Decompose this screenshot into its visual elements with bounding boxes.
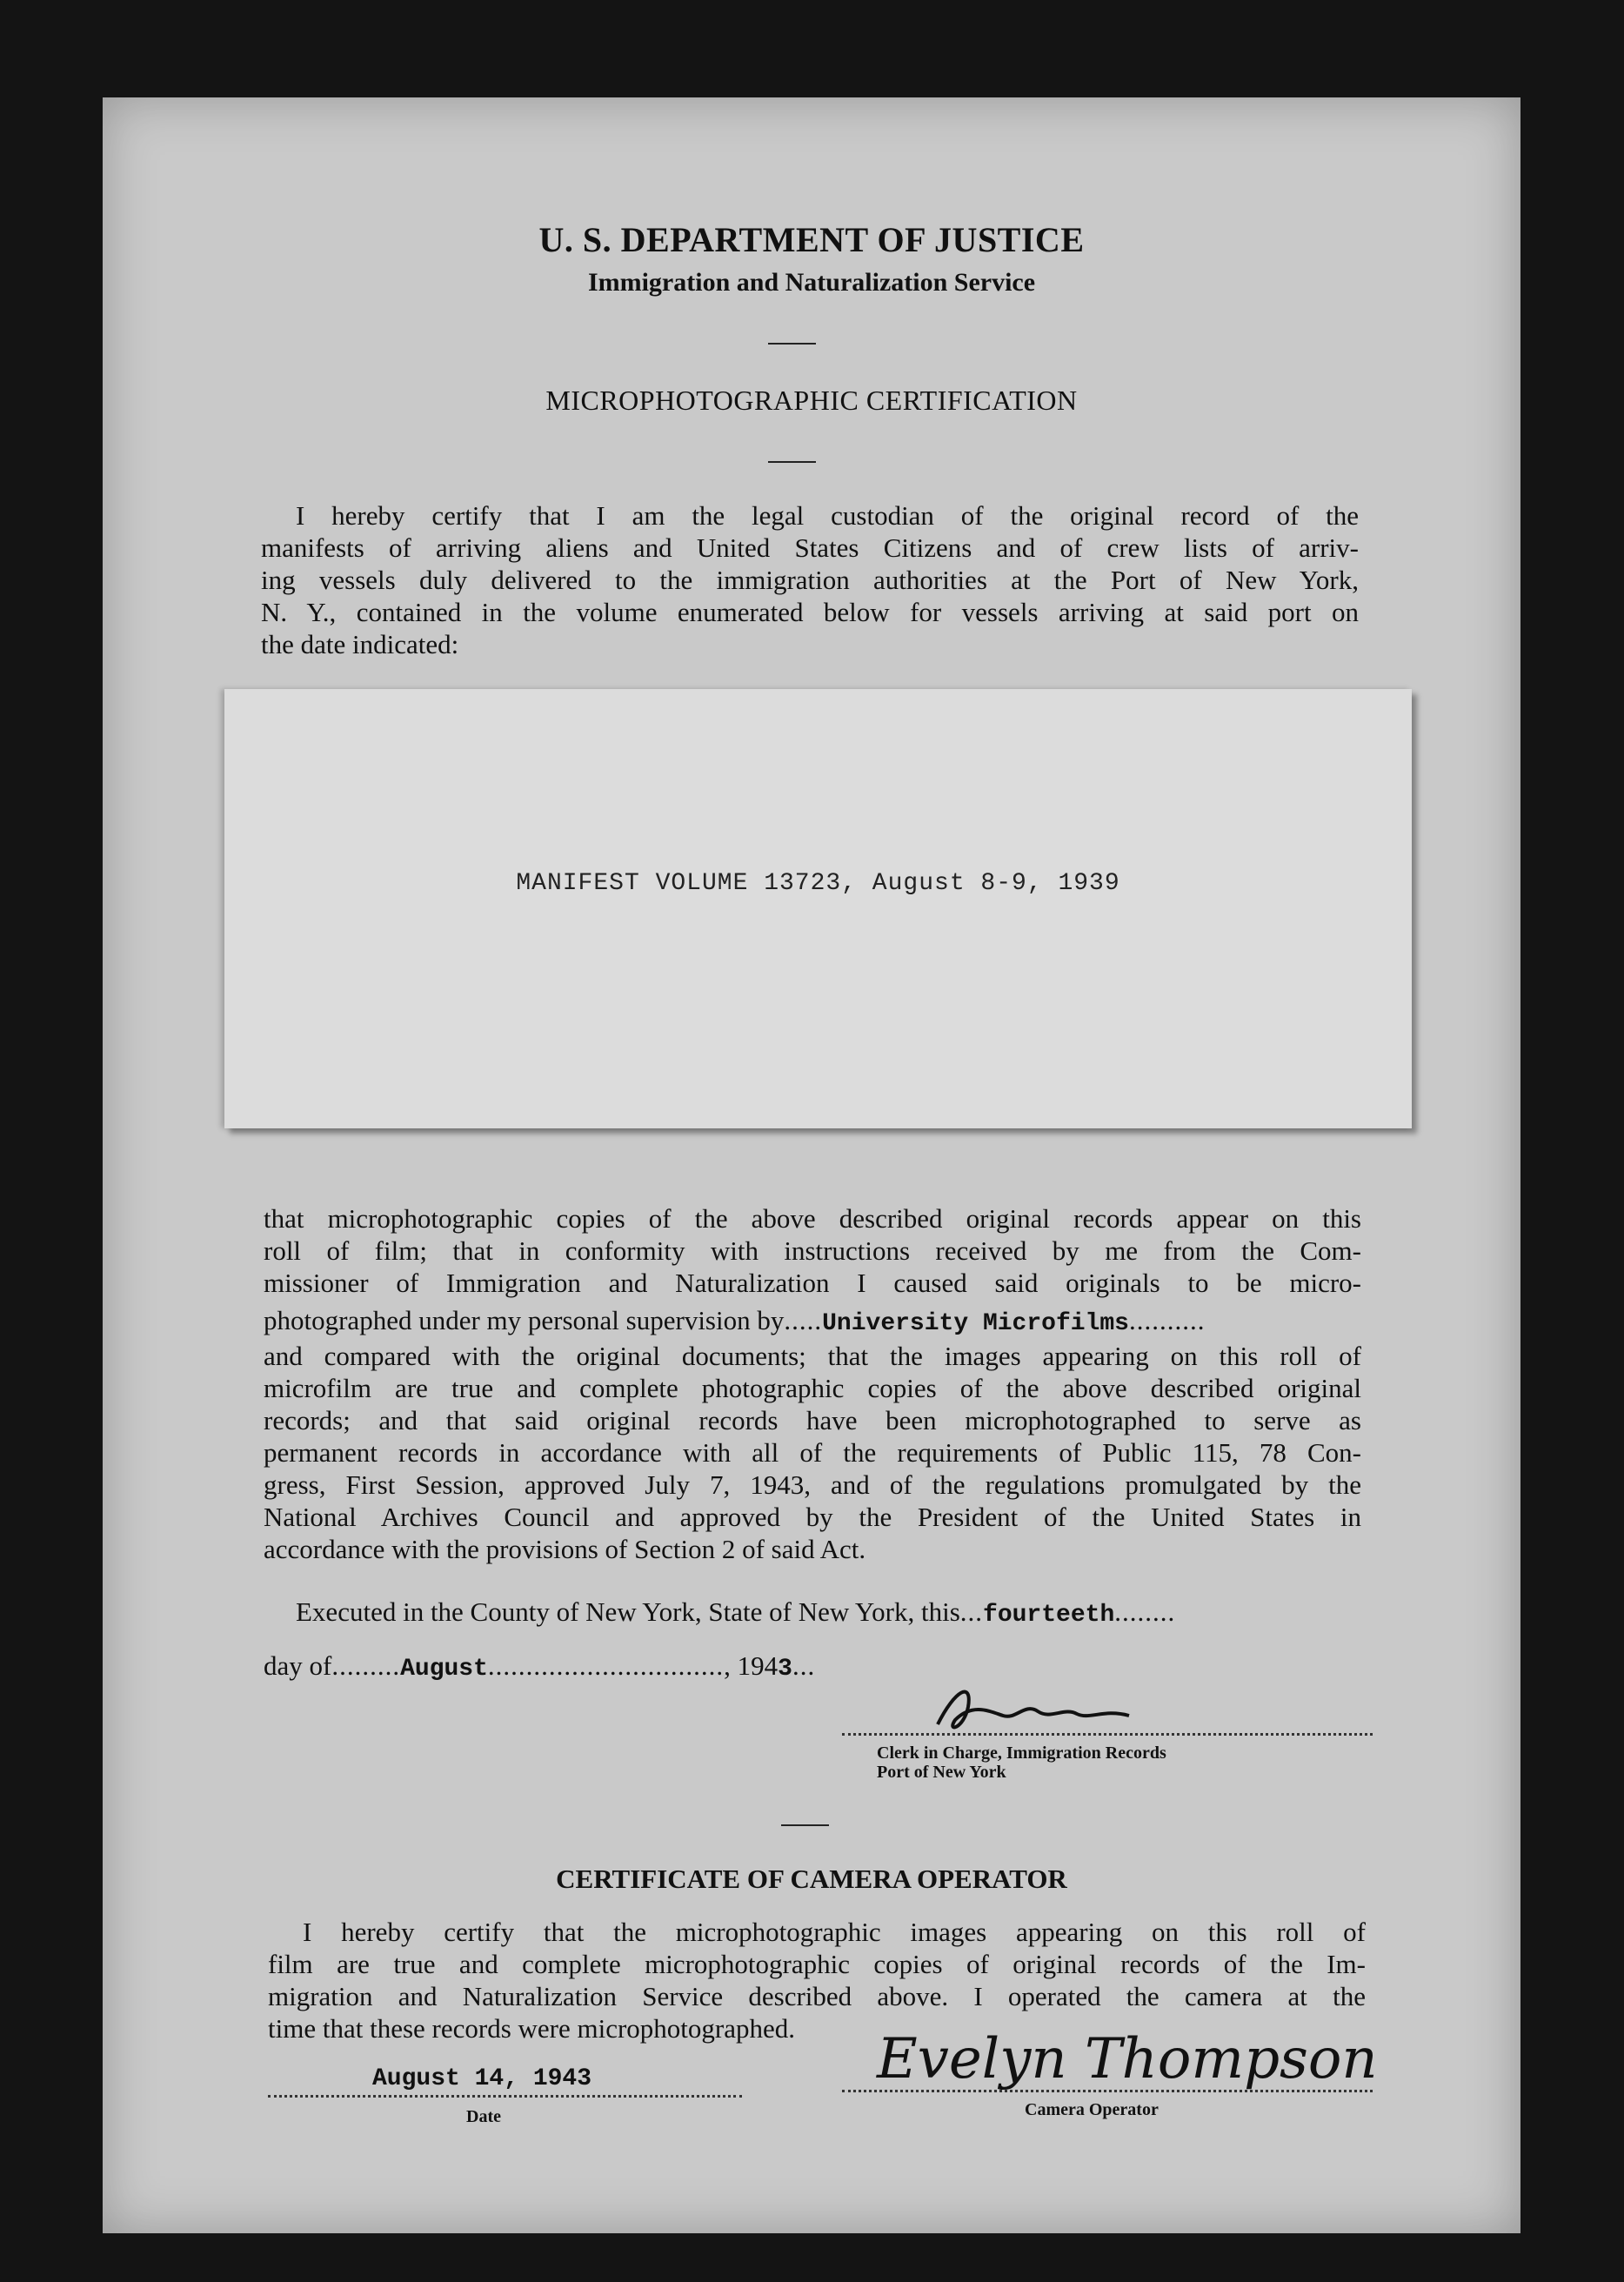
executed-month: August xyxy=(400,1656,488,1683)
executed-line: Executed in the County of New York, State of New York, this...fourteeth........ xyxy=(296,1596,1176,1629)
text-line: accordance with the provisions of Section 2 of said Act. xyxy=(264,1534,866,1564)
clerk-title xyxy=(877,1743,1312,1782)
camera-certificate-title: CERTIFICATE OF CAMERA OPERATOR xyxy=(556,1864,1067,1894)
camera-paragraph xyxy=(268,1916,1366,2044)
service-subheading: Immigration and Naturalization Service xyxy=(587,268,1036,297)
clerk-title-line2: Port of New York xyxy=(877,1763,1006,1782)
supervision-line: photographed under my personal supervision by.....University Microfilms.......... xyxy=(264,1305,1206,1337)
day-of-label: day of xyxy=(264,1650,332,1681)
text-line: and compared with the original documents; that the images appearing on this roll of xyxy=(264,1341,1361,1371)
date-line xyxy=(268,2095,742,2098)
text-line: microfilm are true and complete photographic copies of the above described original xyxy=(264,1373,1361,1403)
text-line: ing vessels duly delivered to the immigration authorities at the Port of New York, xyxy=(261,565,1359,595)
supervision-prefix: photographed under my personal supervision by xyxy=(264,1305,785,1335)
divider xyxy=(768,343,816,345)
body-paragraph xyxy=(264,1202,1361,1565)
intro-paragraph xyxy=(261,499,1359,660)
text-line: I hereby certify that I am the legal custodian of the original record of the xyxy=(296,500,1359,531)
text-line: manifests of arriving aliens and United States Citizens and of crew lists of arriv- xyxy=(261,532,1359,563)
divider xyxy=(781,1824,829,1826)
department-heading: U. S. DEPARTMENT OF JUSTICE xyxy=(538,220,1085,259)
manifest-volume-text: MANIFEST VOLUME 13723, August 8-9, 1939 xyxy=(516,870,1120,897)
camera-operator-label: Camera Operator xyxy=(1025,2100,1159,2119)
text-line: roll of film; that in conformity with instructions received by me from the Com- xyxy=(264,1235,1361,1266)
text-line: I hereby certify that the microphotographic images appearing on this roll of xyxy=(303,1917,1366,1947)
text-line: the date indicated: xyxy=(261,629,459,659)
executed-day: fourteeth xyxy=(983,1602,1115,1629)
text-line: permanent records in accordance with all of the requirements of Public 115, 78 Con- xyxy=(264,1437,1361,1468)
text-line: National Archives Council and approved by the President of the United States in xyxy=(264,1502,1361,1532)
manifest-slip xyxy=(224,689,1412,1128)
divider xyxy=(768,461,816,463)
clerk-signature xyxy=(920,1672,1146,1742)
date-label: Date xyxy=(466,2107,501,2126)
text-line: gress, First Session, approved July 7, 1943, and of the regulations promulgated by the xyxy=(264,1469,1361,1500)
text-line: missioner of Immigration and Naturalization I caused said originals to be micro- xyxy=(264,1268,1361,1298)
supervision-value: University Microfilms xyxy=(822,1310,1129,1337)
text-line: time that these records were microphotographed. xyxy=(268,2013,795,2044)
text-line: film are true and complete microphotographic copies of original records of the Im- xyxy=(268,1949,1366,1979)
day-of-line: day of.........August..............................., 1943... xyxy=(264,1650,816,1683)
year-prefix: , 194 xyxy=(724,1650,779,1681)
clerk-title-line1: Clerk in Charge, Immigration Records xyxy=(877,1743,1166,1763)
certification-title: MICROPHOTOGRAPHIC CERTIFICATION xyxy=(545,385,1078,416)
operator-signature: Evelyn Thompson xyxy=(877,2027,1378,2091)
text-line: migration and Naturalization Service described above. I operated the camera at the xyxy=(268,1981,1366,2011)
year-digit: 3 xyxy=(778,1656,792,1683)
executed-prefix: Executed in the County of New York, State of New York, this xyxy=(296,1596,960,1627)
certificate-sheet xyxy=(103,97,1520,2233)
text-line: that microphotographic copies of the above described original records appear on this xyxy=(264,1203,1361,1234)
text-line: N. Y., contained in the volume enumerated below for vessels arriving at said port on xyxy=(261,597,1359,627)
camera-date-value: August 14, 1943 xyxy=(372,2065,592,2092)
text-line: records; and that said original records have been microphotographed to serve as xyxy=(264,1405,1361,1435)
